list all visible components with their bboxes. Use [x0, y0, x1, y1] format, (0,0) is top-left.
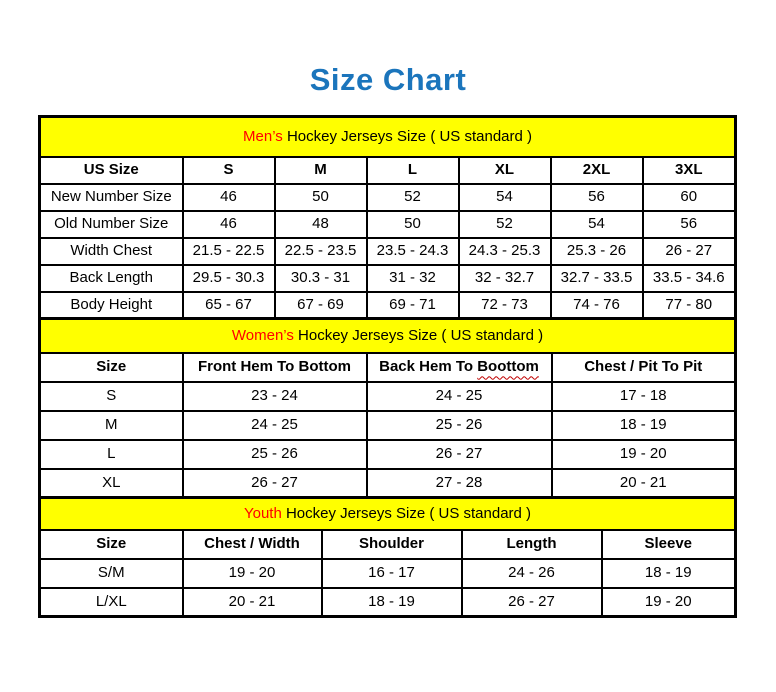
table-row	[40, 184, 736, 211]
mens-section-title	[40, 117, 736, 157]
size-value: 65 - 67	[183, 292, 275, 319]
size-value: 69 - 71	[367, 292, 459, 319]
row-label: S	[40, 382, 183, 411]
youth-header-sleeve: Sleeve	[602, 530, 736, 559]
size-value: 26 - 27	[183, 469, 367, 498]
mens-section-band	[40, 117, 736, 157]
table-row	[40, 211, 736, 238]
table-row	[40, 469, 736, 498]
row-label: M	[40, 411, 183, 440]
size-chart-tables	[38, 115, 734, 618]
mens-header-s: S	[183, 157, 275, 184]
size-value: 26 - 27	[643, 238, 736, 265]
size-value: 18 - 19	[602, 559, 736, 588]
size-value: 56	[643, 211, 736, 238]
youth-column-header-row	[40, 530, 736, 559]
youth-section-band	[40, 498, 736, 530]
mens-header-xl: XL	[459, 157, 551, 184]
youth-size-table	[38, 496, 737, 618]
size-value: 26 - 27	[462, 588, 602, 617]
table-row	[40, 588, 736, 617]
size-value: 24 - 26	[462, 559, 602, 588]
size-value: 24 - 25	[367, 382, 552, 411]
size-value: 19 - 20	[602, 588, 736, 617]
womens-section-title	[40, 319, 736, 353]
mens-header-3xl: 3XL	[643, 157, 736, 184]
size-value: 18 - 19	[322, 588, 462, 617]
size-value: 25.3 - 26	[551, 238, 643, 265]
size-value: 30.3 - 31	[275, 265, 367, 292]
size-value: 23.5 - 24.3	[367, 238, 459, 265]
row-label: S/M	[40, 559, 183, 588]
size-value: 22.5 - 23.5	[275, 238, 367, 265]
row-label: XL	[40, 469, 183, 498]
size-value: 33.5 - 34.6	[643, 265, 736, 292]
size-value: 77 - 80	[643, 292, 736, 319]
size-value: 50	[367, 211, 459, 238]
mens-header-2xl: 2XL	[551, 157, 643, 184]
womens-section-title-text: Hockey Jerseys Size ( US standard )	[298, 327, 544, 345]
table-row	[40, 411, 736, 440]
table-row	[40, 265, 736, 292]
size-value: 21.5 - 22.5	[183, 238, 275, 265]
size-value: 56	[551, 184, 643, 211]
size-value: 20 - 21	[552, 469, 736, 498]
row-label: Back Length	[40, 265, 183, 292]
size-value: 52	[367, 184, 459, 211]
size-value: 19 - 20	[183, 559, 322, 588]
page-title: Size Chart	[309, 62, 467, 97]
size-value: 52	[459, 211, 551, 238]
row-label: Width Chest	[40, 238, 183, 265]
womens-header-back-hem-prefix: Back Hem To	[379, 358, 474, 376]
size-value: 50	[275, 184, 367, 211]
size-value: 29.5 - 30.3	[183, 265, 275, 292]
youth-section-title-text: Hockey Jerseys Size ( US standard )	[285, 505, 532, 523]
size-value: 32 - 32.7	[459, 265, 551, 292]
row-label: Body Height	[40, 292, 183, 319]
womens-size-table	[38, 317, 737, 499]
size-value: 46	[183, 184, 275, 211]
size-value: 54	[459, 184, 551, 211]
mens-size-table	[38, 115, 737, 320]
youth-header-length: Length	[462, 530, 602, 559]
size-value: 46	[183, 211, 275, 238]
table-row	[40, 292, 736, 319]
size-value: 27 - 28	[367, 469, 552, 498]
row-label: L/XL	[40, 588, 183, 617]
size-value: 18 - 19	[552, 411, 736, 440]
size-value: 60	[643, 184, 736, 211]
youth-header-size: Size	[40, 530, 183, 559]
youth-header-chest-width: Chest / Width	[183, 530, 322, 559]
size-value: 26 - 27	[367, 440, 552, 469]
womens-header-back-hem	[367, 353, 552, 382]
youth-section-title	[40, 498, 736, 530]
mens-section-title-text: Hockey Jerseys Size ( US standard )	[286, 128, 533, 146]
size-value: 17 - 18	[552, 382, 736, 411]
size-value: 25 - 26	[367, 411, 552, 440]
size-value: 32.7 - 33.5	[551, 265, 643, 292]
size-value: 54	[551, 211, 643, 238]
table-row	[40, 559, 736, 588]
table-row	[40, 440, 736, 469]
size-value: 23 - 24	[183, 382, 367, 411]
womens-header-size: Size	[40, 353, 183, 382]
mens-column-header-row	[40, 157, 736, 184]
youth-header-shoulder: Shoulder	[322, 530, 462, 559]
mens-section-title-highlight: Men’s	[243, 128, 283, 146]
size-value: 74 - 76	[551, 292, 643, 319]
size-value: 25 - 26	[183, 440, 367, 469]
size-value: 48	[275, 211, 367, 238]
womens-header-chest: Chest / Pit To Pit	[552, 353, 736, 382]
size-value: 67 - 69	[275, 292, 367, 319]
mens-header-l: L	[367, 157, 459, 184]
row-label: New Number Size	[40, 184, 183, 211]
row-label: Old Number Size	[40, 211, 183, 238]
table-row	[40, 238, 736, 265]
size-value: 19 - 20	[552, 440, 736, 469]
womens-header-front-hem: Front Hem To Bottom	[183, 353, 367, 382]
womens-section-band	[40, 319, 736, 353]
womens-column-header-row	[40, 353, 736, 382]
size-value: 24 - 25	[183, 411, 367, 440]
size-value: 20 - 21	[183, 588, 322, 617]
size-value: 24.3 - 25.3	[459, 238, 551, 265]
mens-header-m: M	[275, 157, 367, 184]
size-value: 16 - 17	[322, 559, 462, 588]
size-value: 72 - 73	[459, 292, 551, 319]
womens-section-title-highlight: Women’s	[231, 327, 294, 345]
mens-header-us-size: US Size	[40, 157, 183, 184]
table-row	[40, 382, 736, 411]
womens-header-back-hem-misspelled-word: Boottom	[477, 358, 539, 376]
youth-section-title-highlight: Youth	[243, 505, 282, 523]
row-label: L	[40, 440, 183, 469]
size-value: 31 - 32	[367, 265, 459, 292]
